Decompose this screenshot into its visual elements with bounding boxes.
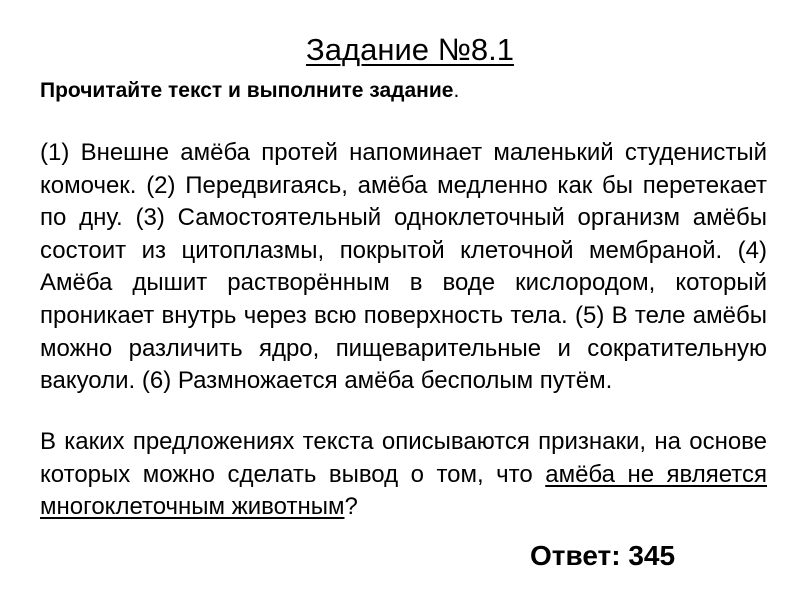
question-after: ? <box>344 493 358 521</box>
instruction-end: . <box>453 79 460 102</box>
instruction-text: Прочитайте текст и выполните задание <box>40 79 454 102</box>
question-underlined: амёба не является многоклеточным животным <box>40 460 768 521</box>
page-title: Задание №8.1 <box>306 32 514 67</box>
answer-text: Ответ: 345 <box>530 540 676 571</box>
instruction <box>40 78 770 104</box>
passage-text: (1) Внешне амёба протей напоминает маленький студенистый комочек. (2) Передвигаясь, амёба медленно как бы перетекает по дну. (3) Самостоятельный одноклеточный организм амёбы состоит из цитоплазмы, покрытой клеточной мембраной. (4) Амёба дышит растворённым в воде кислородом, который проникает внутрь через всю поверхность тела. (5) В теле амёбы можно различить ядро, пищеварительные и сократительную вакуоли. (6) Размножается амёба бесполым путём. <box>40 139 767 395</box>
question-text <box>40 426 767 524</box>
question-before: В каких предложениях текста описываются признаки, на основе которых можно сделать вывод о том, что <box>40 428 767 488</box>
